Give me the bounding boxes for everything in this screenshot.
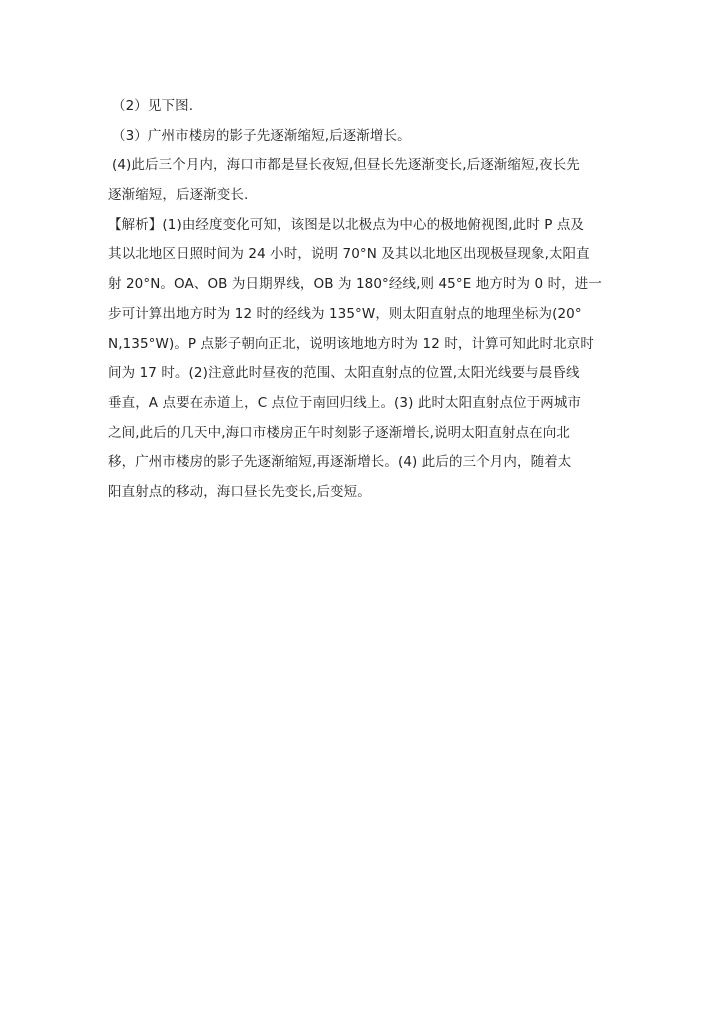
analysis-line-3: 射 20°N。OA、OB 为日期界线，OB 为 180°经线,则 45°E 地方时为 0 时，进一 xyxy=(108,276,603,293)
analysis-line-6: 间为 17 时。(2)注意此时昼夜的范围、太阳直射点的位置,太阳光线要与晨昏线 xyxy=(108,365,580,382)
answer-text-block xyxy=(108,92,616,508)
answer-4-line-2: 逐渐缩短，后逐渐变长. xyxy=(108,187,249,204)
analysis-line-5: N,135°W)。P 点影子朝向正北，说明该地地方时为 12 时，计算可知此时北京时 xyxy=(108,335,594,352)
analysis-line-8: 之间,此后的几天中,海口市楼房正午时刻影子逐渐增长,说明太阳直射点在向北 xyxy=(108,424,570,441)
answer-3-line: （3）广州市楼房的影子先逐渐缩短,后逐渐增长。 xyxy=(112,127,411,144)
answer-4-line-1: (4)此后三个月内，海口市都是昼长夜短,但昼长先逐渐变长,后逐渐缩短,夜长先 xyxy=(112,157,580,174)
analysis-line-10: 阳直射点的移动，海口昼长先变长,后变短。 xyxy=(108,483,371,500)
analysis-line-4: 步可计算出地方时为 12 时的经线为 135°W，则太阳直射点的地理坐标为(20° xyxy=(108,305,582,322)
analysis-line-1: 【解析】(1)由经度变化可知，该图是以北极点为中心的极地俯视图,此时 P 点及 xyxy=(108,216,585,233)
answer-2-line: （2）见下图. xyxy=(112,98,194,114)
analysis-line-9: 移，广州市楼房的影子先逐渐缩短,再逐渐增长。(4) 此后的三个月内，随着太 xyxy=(108,454,572,471)
analysis-line-2: 其以北地区日照时间为 24 小时，说明 70°N 及其以北地区出现极昼现象,太阳直 xyxy=(108,246,590,263)
analysis-line-7: 垂直，A 点要在赤道上，C 点位于南回归线上。(3) 此时太阳直射点位于两城市 xyxy=(108,394,582,411)
